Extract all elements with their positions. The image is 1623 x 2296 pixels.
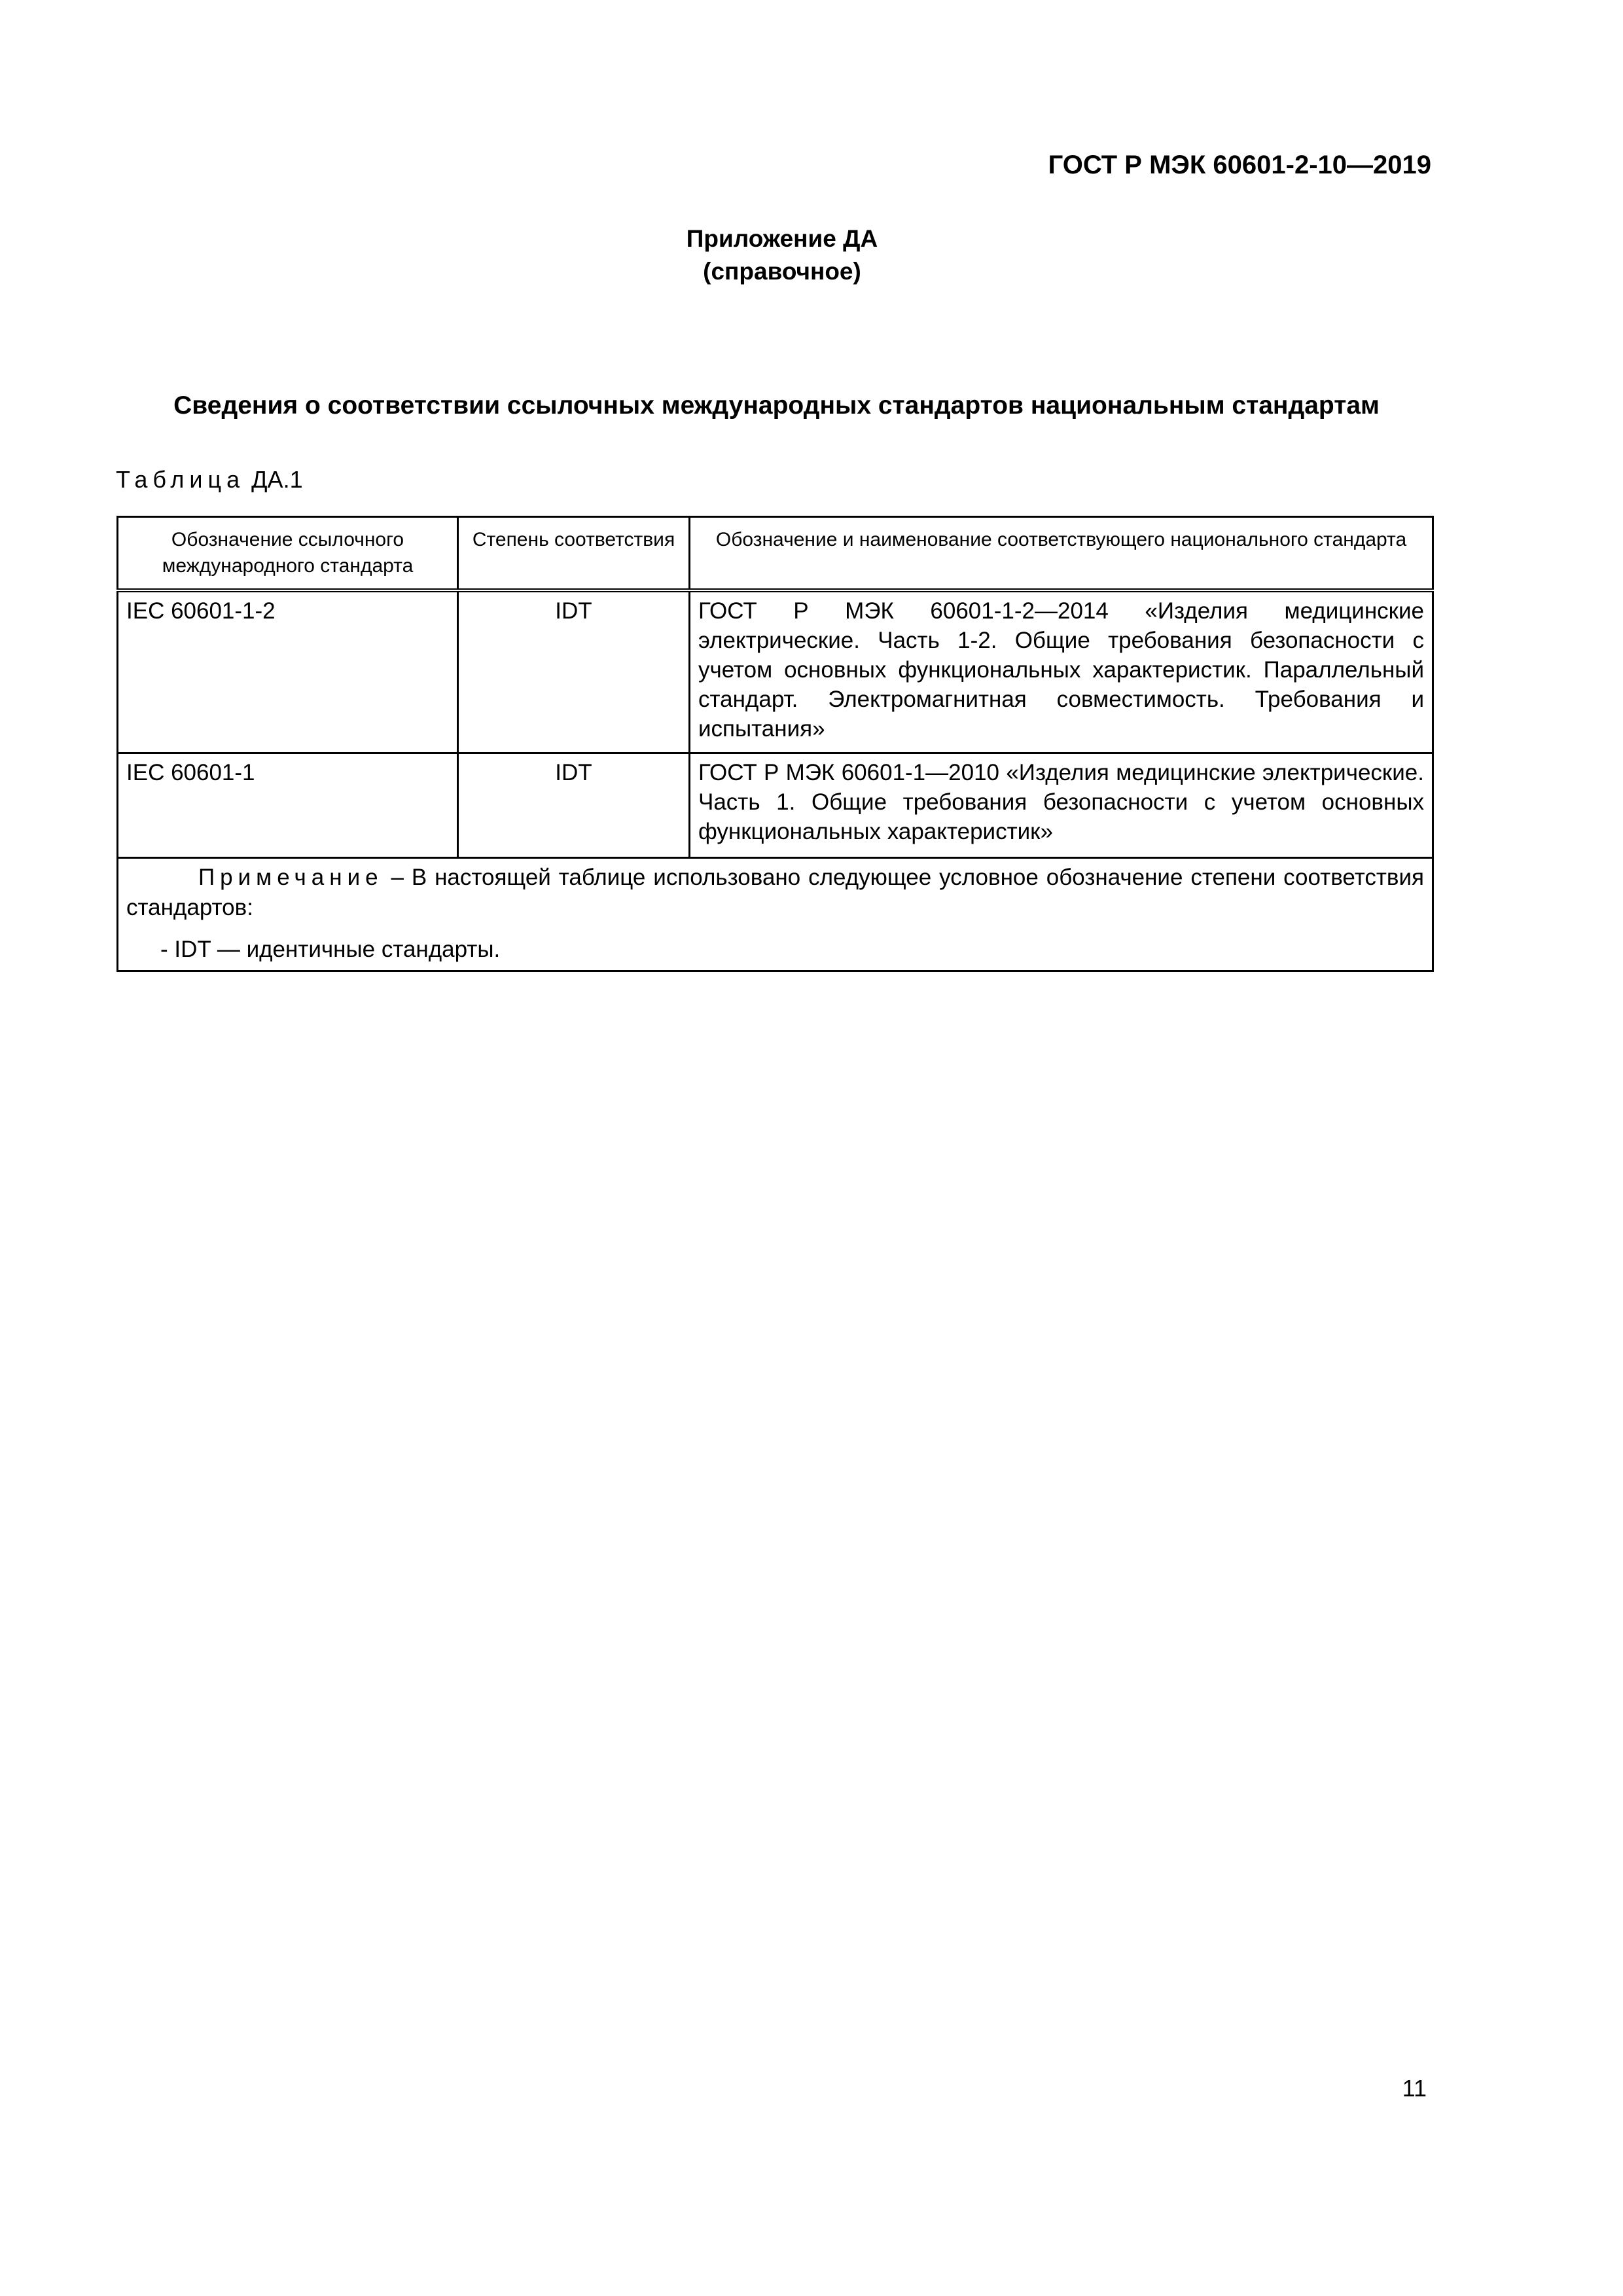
cell-international-standard: IEC 60601-1-2 [118,590,458,753]
correspondence-table [116,516,1434,972]
page-number: 11 [1402,2075,1427,2102]
cell-international-standard: IEC 60601-1 [118,753,458,857]
header-degree: Степень соответствия [458,517,690,591]
header-national-standard: Обозначение и наименование соответствующего национального стандарта [690,517,1433,591]
cell-degree: IDT [458,590,690,753]
table-row [118,590,1433,753]
header-international-standard: Обозначение ссылочного международного стандарта [118,517,458,591]
table-caption-number: ДА.1 [251,466,303,493]
cell-degree: IDT [458,753,690,857]
table-row [118,753,1433,857]
note-text: – В настоящей таблице использовано следующее условное обозначение степени соответствия стандартов: [126,864,1424,920]
standard-code-header: ГОСТ Р МЭК 60601-2-10—2019 [1048,151,1431,179]
table-caption [116,466,303,493]
cell-national-standard: ГОСТ Р МЭК 60601-1—2010 «Изделия медицинские электрические. Часть 1. Общие требования безопасности с учетом основных функциональных характеристик» [690,753,1433,857]
table-note-row [118,857,1433,971]
table-header-row [118,517,1433,591]
annex-subtitle: (справочное) [703,258,861,285]
note-paragraph [126,863,1424,923]
annex-heading [0,223,1564,288]
cell-national-standard: ГОСТ Р МЭК 60601-1-2—2014 «Изделия медицинские электрические. Часть 1-2. Общие требования безопасности с учетом основных функциональных характеристик. Параллельный стандарт. Электромагнитная совместимость. Требования и испытания» [690,590,1433,753]
annex-title: Приложение ДА [686,225,878,252]
note-label: Примечание [198,864,383,890]
table-caption-label: Таблица [116,466,245,493]
section-title: Сведения о соответствии ссылочных международных стандартов национальным стандартам [173,391,1380,420]
table-note [118,857,1433,971]
note-list-item: - IDT — идентичные стандарты. [160,936,501,962]
